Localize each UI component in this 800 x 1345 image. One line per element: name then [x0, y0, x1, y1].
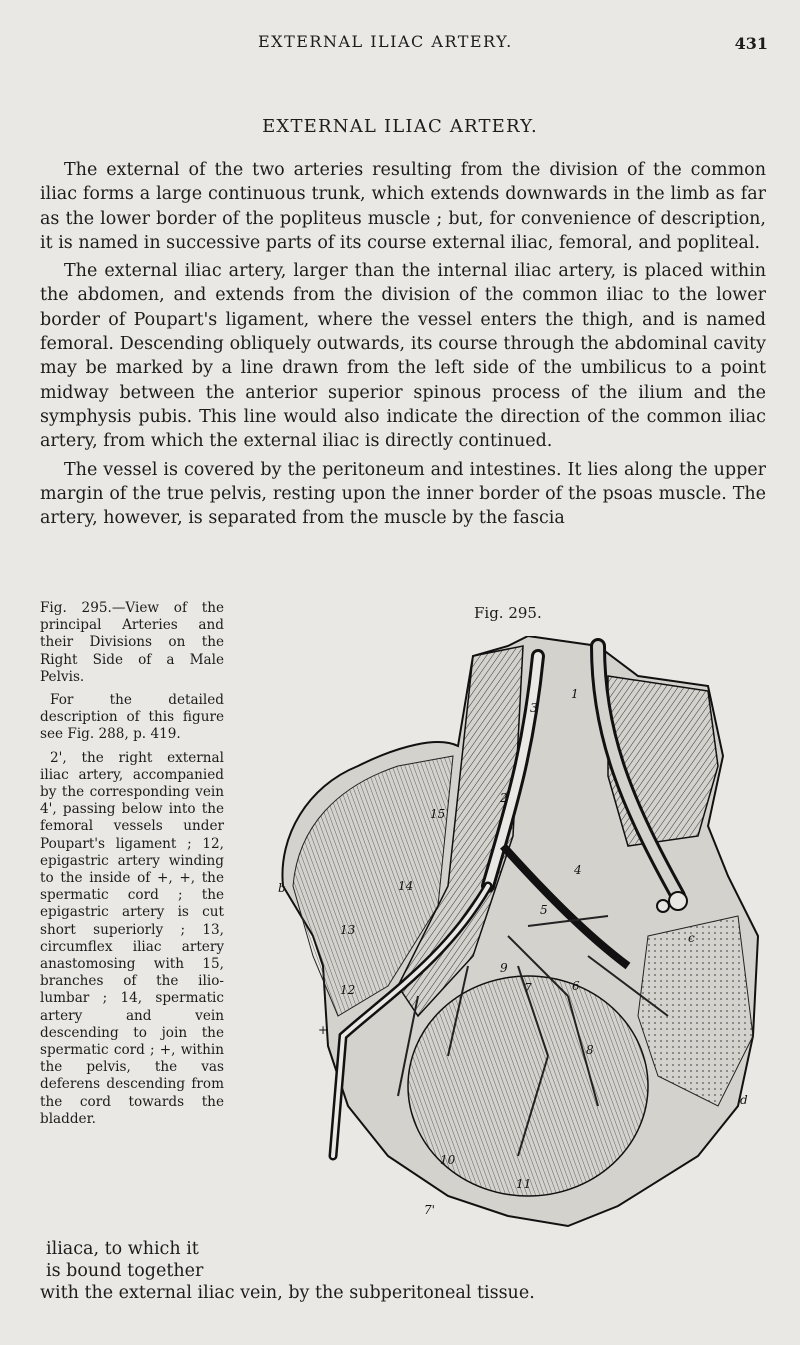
section-title: EXTERNAL ILIAC ARTERY.	[262, 116, 538, 137]
label-7-prime: 7'	[424, 1203, 435, 1217]
label-8: 8	[586, 1043, 594, 1057]
label-4: 4	[574, 863, 582, 877]
page-number: 431	[734, 34, 768, 53]
label-b: b	[278, 881, 286, 895]
label-d: d	[740, 1093, 748, 1107]
figure-label: Fig. 295.	[474, 604, 542, 622]
label-12: 12	[340, 983, 356, 997]
label-plus: +	[318, 1023, 329, 1037]
pelvis-arteries-illustration	[268, 636, 768, 1236]
paragraph-3: The vessel is covered by the peritoneum and intestines. It lies along the upper margin of the true pelvis, resting upon the inner border of the psoas muscle. The artery, however, is separated from the muscle by the fascia	[40, 459, 766, 529]
caption-title: Fig. 295.—View of the principal Arteries and their Divisions on the Right Side of a Male Pelvis.	[40, 600, 224, 685]
label-9: 9	[500, 961, 508, 975]
figure-caption	[40, 600, 224, 1134]
label-1: 1	[571, 687, 579, 701]
continuation-line-1: iliaca, to which it	[46, 1239, 199, 1259]
running-head	[0, 32, 800, 56]
cut-vessel-2	[657, 900, 669, 912]
label-5: 5	[540, 903, 548, 917]
cut-vessel	[669, 892, 687, 910]
label-6: 6	[572, 979, 580, 993]
paragraph-1: The external of the two arteries resulting from the division of the common iliac forms a large continuous trunk, which extends downwards in the limb as far as the lower border of the popliteus muscle ; but, for convenience of description, it is named in successive parts of its course external iliac, femoral, and popliteal.	[40, 160, 766, 253]
label-c: c	[688, 931, 695, 945]
body-text	[40, 158, 766, 534]
continuation-line-3: with the external iliac vein, by the subperitoneal tissue.	[40, 1283, 535, 1303]
label-2: 2	[500, 791, 508, 805]
continuation-line-2: is bound together	[46, 1261, 204, 1281]
paragraph-2: The external iliac artery, larger than the internal iliac artery, is placed within the abdomen, and extends from the division of the common iliac to the lower border of Poupart's ligament, where the vessel enters the thigh, and is named femoral. Descending obliquely outwards, its course through the abdominal cavity may be marked by a line drawn from the left side of the umbilicus to a point midway between the anterior superior spinous process of the ilium and the symphysis pubis. This line would also indicate the direction of the common iliac artery, from which the external iliac is directly continued.	[40, 261, 766, 452]
running-title: EXTERNAL ILIAC ARTERY.	[258, 32, 513, 51]
vertebral-column	[608, 676, 718, 846]
label-7: 7	[524, 981, 532, 995]
anatomical-figure	[268, 636, 768, 1236]
label-14: 14	[398, 879, 414, 893]
label-15: 15	[430, 807, 446, 821]
label-3: 3	[530, 701, 538, 715]
label-10: 10	[440, 1153, 456, 1167]
label-13: 13	[340, 923, 356, 937]
caption-reference: For the detailed description of this figure see Fig. 288, p. 419.	[40, 692, 224, 743]
caption-detail: 2', the right external iliac artery, accompanied by the corresponding vein 4', passing below into the femoral vessels under Poupart's ligament ; 12, epigastric artery winding to the inside of +, +, the spermatic cord ; the epigastric artery is cut short superiorly ; 13, circumflex iliac artery anastomosing with 15, branches of the ilio-lumbar ; 14, spermatic artery and vein descending to join the spermatic cord ; +, within the pelvis, the vas deferens descending from the cord towards the bladder.	[40, 749, 224, 1127]
continuation-text	[40, 1238, 600, 1304]
label-11: 11	[516, 1177, 532, 1191]
